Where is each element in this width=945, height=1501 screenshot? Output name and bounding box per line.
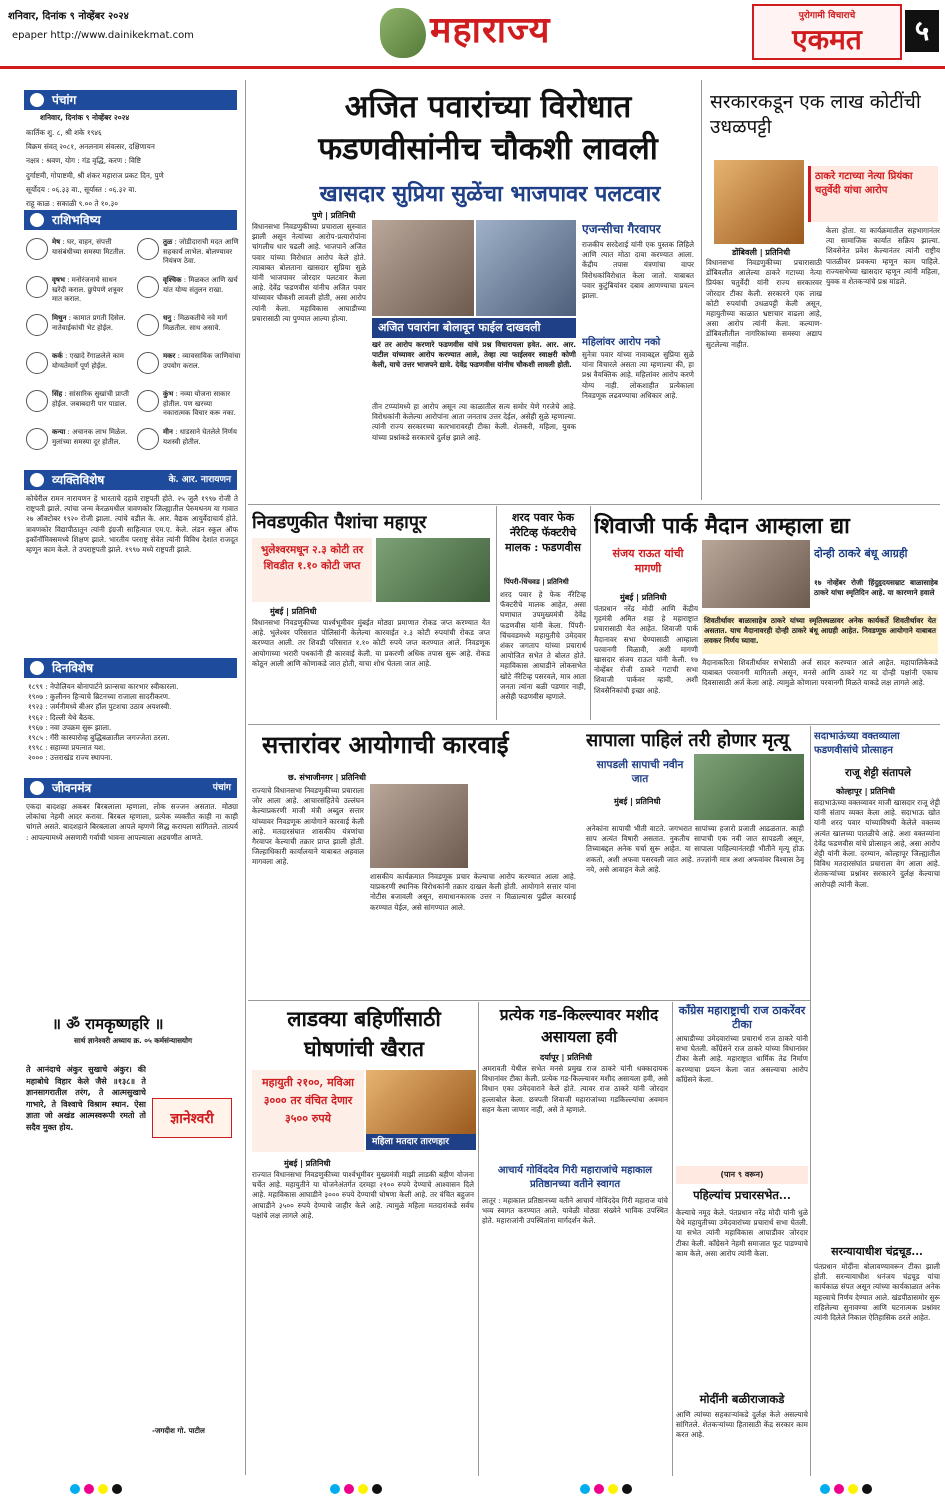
dinvishesh-item: १९६७ : नवा उपक्रम सुरू झाला. xyxy=(28,722,112,732)
ram-author: -जगदीश गो. पाटील xyxy=(152,1426,205,1435)
agency-title: एजन्सीचा गैरवापर xyxy=(582,222,661,236)
person-header xyxy=(24,470,237,490)
panchang-line: सूर्योदय : ०६.३३ वा., सूर्यास्त : ०६.३२ वा. xyxy=(26,184,137,194)
sattar-photo xyxy=(370,784,468,868)
agency-body: राजकीय सरदेशाई यांनी एक पुस्तक लिहिले आणि त्यात मोठा दावा करण्यात आला. केंद्रीय तपास यंत्रणांचा वापर विरोधकांविरोधात केला जातो. याबाबत पवार कुटुंबियांवर दबाव आणण्याचा प्रयत्न झाला. xyxy=(582,240,694,301)
column-divider xyxy=(496,506,497,720)
jeevan-icon xyxy=(30,781,44,795)
yellow-mark xyxy=(358,1484,368,1494)
gad-sub: आचार्य गोविंददेव गिरी महाराजांचे महाकाल प्रतिष्ठानच्या वतीने स्वागत xyxy=(497,1165,653,1190)
shivaji-body: पंतप्रधान नरेंद्र मोदी आणि केंद्रीय गृहमंत्री अमित शहा हे महाराष्ट्रात प्रचारासाठी येत आहेत. शिवाजी पार्क मैदानावर सभा घेण्यासाठी आम्हाला परवानगी मिळावी, अशी मागणी खासदार संजय राऊत यांनी केली. १७ नोव्हेंबर रोजी ठाकरे गटाची सभा शिवाजी पार्कवर व्हावी, अशी शिवसैनिकांची इच्छा आहे. xyxy=(594,604,698,695)
fake-body: शरद पवार हे फेक नॅरेटिव्ह फॅक्टरीचे मालक आहेत, असा घणाघात उपमुख्यमंत्री देवेंद्र फडणवीस यांनी केला. पिंपरी-चिंचवडमध्ये महायुतीचे उमेदवार शंकर जगताप यांच्या प्रचारार्थ आयोजित सभेत ते बोलत होते. महाविकास आघाडीने लोकसभेत खोटे नॅरेटिव्ह पसरवले, मात्र आता जनता त्यांना बळी पडणार नाही, असेही फडणवीस म्हणाले. xyxy=(500,590,586,702)
column-divider xyxy=(672,1002,673,1476)
dinvishesh-header xyxy=(24,658,237,678)
yellow-mark xyxy=(848,1484,858,1494)
person-text: कोचेरील रामन नारायणन हे भारताचे दहावे राष्ट्रपती होते. २५ जुलै १९९७ रोजी ते राष्ट्रपती झाले. त्यांचा जन्म केरळमधील त्रावणकोर जिल्ह्यातील पेरुमथनम या गावात २७ ऑक्टोबर १९२० रोजी झाला. त्यांचे वडील के. आर. वैद्यक आयुर्वेदाचार्य होते. त्रावणकोर विद्यापीठातून त्यांनी इंग्रजी साहित्यात एम.ए. केले. लंडन स्कूल ऑफ इकॉनॉमिक्समध्ये शिक्षण झाले. भारतीय परराष्ट्र सेवेत त्यांनी विविध देशांत राजदूत म्हणून काम केले. ते उपराष्ट्रपती झाले. १९९७ मध्ये राष्ट्रपती झाले. xyxy=(26,494,238,555)
right-top-dateline: डोंबिवली | प्रतिनिधी xyxy=(732,248,791,257)
dinvishesh-item: १९८५ : गॅरी कास्पारोव्ह बुद्धिबळातील जगज्जेता ठरला. xyxy=(28,733,170,743)
money-title: निवडणुकीत पैशांचा महापूर xyxy=(252,512,427,533)
column-divider xyxy=(810,726,811,1476)
person-title: व्यक्तिविशेष xyxy=(52,473,105,487)
section-title: महाराज्य xyxy=(430,9,551,51)
ram-sub: सार्थ ज्ञानेश्वरी अध्याय क्र. ०५ कर्मसंन्यासयोग xyxy=(73,1036,193,1045)
lead-body: विधानसभा निवडणुकीच्या प्रचाराला सुरुवात झाली असून नेत्यांच्या आरोप-प्रत्यारोपांना चांगलीच धार चढली आहे. भाजपाने अजित पवार यांच्या विरोधात आरोप केले होते. त्याबाबत बोलताना खासदार सुप्रिया सुळे यांनी भाजपावर जोरदार पलटवार केला आहे. देवेंद्र फडणवीस यांनीच अजित पवार यांच्यावर चौकशी लावली होती, असा आरोप त्यांनी केला. महाविकास आघाडीच्या प्रचारासाठी त्या पुण्यात आल्या होत्या. xyxy=(252,222,366,323)
rashi-title: राशिभविष्य xyxy=(52,213,101,227)
money-dateline: मुंबई | प्रतिनिधी xyxy=(270,607,317,616)
pisces-icon xyxy=(137,428,159,450)
cyan-mark xyxy=(330,1484,340,1494)
ayog-body: राज्याचे विधानसभा निवडणुकीच्या प्रचाराला जोर आला आहे. आचारसंहितेचे उल्लंघन केल्याप्रकरणी माजी मंत्री अब्दुल सत्तार यांच्यावर निवडणूक आयोगाने कारवाई केली आहे. मतदारसंघात शासकीय यंत्रणांचा गैरवापर केल्याची तक्रार प्राप्त झाली होती. जिल्हाधिकारी कार्यालयाने याबाबत अहवाल मागवला आहे. xyxy=(252,786,364,867)
right-top-label: ठाकरे गटाच्या नेत्या प्रियंका चतुर्वेदी यांचा आरोप xyxy=(815,171,913,196)
jeevan-sub: पंचांग xyxy=(212,783,231,793)
jeevan-title: जीवनमंत्र xyxy=(52,781,92,795)
cyan-mark xyxy=(70,1484,80,1494)
rashi-item: कर्क : एखादे रेंगाळलेले काम योग्यतेमार्गे पूर्ण होईल. xyxy=(26,352,130,371)
brand-logo xyxy=(752,4,902,60)
dinvishesh-list xyxy=(28,682,238,764)
shivaji-body-2: मैदानाकरिता शिवतीर्थावर सभेसाठी अर्ज सादर करण्यात आले आहेत. महापालिकेकडे याबाबत परवानगी मागितली असून, मनसे आणि ठाकरे गट या दोन्ही पक्षांनी एकाच दिवसासाठी अर्ज केला आहे. त्यामुळे कोणाला परवानगी मिळते याकडे लक्ष लागले आहे. xyxy=(702,658,938,688)
magenta-mark xyxy=(594,1484,604,1494)
sarnyay-title: सरन्यायाधीश चंद्रचूड... xyxy=(831,1245,923,1258)
cyan-mark xyxy=(820,1484,830,1494)
page-number: ५ xyxy=(905,10,939,52)
ladki-label-box xyxy=(252,1070,364,1152)
rashi-item: मीन : धाडसाने घेतलेले निर्णय यशस्वी होतील. xyxy=(137,428,241,447)
supriya-sule-photo xyxy=(372,220,474,316)
lead-caption: अजित पवारांना बोलावून फाईल दाखवली xyxy=(372,318,576,338)
lead-title-line: अजित पवारांच्या विरोधात xyxy=(344,89,632,125)
epaper-url[interactable]: epaper http://www.dainikekmat.com xyxy=(12,30,194,41)
black-mark xyxy=(112,1484,122,1494)
person-icon xyxy=(30,473,44,487)
black-mark xyxy=(862,1484,872,1494)
jeevan-header xyxy=(24,778,237,798)
shivaji-sidebar-body: १७ नोव्हेंबर रोजी हिंदुहृदयसम्राट बाळासाहेब ठाकरे यांचा स्मृतिदिन आहे. या कारणाने हवाले xyxy=(814,578,938,598)
ram-header: ॥ ॐ रामकृष्णहरि ॥ xyxy=(52,1015,164,1033)
capricorn-icon xyxy=(137,352,159,374)
taurus-icon xyxy=(26,276,48,298)
money-body: विधानसभा निवडणुकीच्या पार्श्वभूमीवर मुंबईत मोठ्या प्रमाणात रोकड जप्त करण्यात येत आहे. भुलेश्वर परिसरात पोलिसांनी केलेल्या कारवाईत २.३ कोटी रुपयांची रोकड जप्त करण्यात आली. तर शिवडी परिसरात १.१० कोटी रुपये जप्त करण्यात आले. निवडणूक आयोगाच्या भरारी पथकांनी ही कारवाई केली. या प्रकरणी अधिक तपास सुरू आहे. रोकड कोठून आली आणि कोणाकडे जात होती, याचा शोध घेतला जात आहे. xyxy=(252,618,490,668)
fake-title: शरद पवार फेक नॅरेटिव्ह फॅक्टरीचे मालक : फडणवीस xyxy=(505,511,581,554)
gad-dateline: दर्यापूर | प्रतिनिधी xyxy=(540,1053,592,1062)
scorpio-icon xyxy=(137,276,159,298)
congress-body: आघाडीच्या उमेदवारांच्या प्रचारार्थ राज ठाकरे यांनी सभा घेतली. काँग्रेसने राज ठाकरे यांच्या विधानांवर टीका केली आहे. महाराष्ट्रात धार्मिक तेढ निर्माण करण्याचा प्रयत्न केला जात असल्याचा आरोप काँग्रेसने केला. xyxy=(676,1034,808,1084)
column-divider xyxy=(590,506,591,720)
column-divider xyxy=(701,80,702,500)
ayog-dateline: छ. संभाजीनगर | प्रतिनिधी xyxy=(288,773,366,782)
magenta-mark xyxy=(344,1484,354,1494)
money-label-box xyxy=(252,538,372,602)
rashi-item: कुंभ : नव्या योजना साकार होतील. पण खरच्या नकारात्मक विचार करू नका. xyxy=(137,390,241,419)
raju-body: सदाभाऊंच्या वक्तव्यावर माजी खासदार राजू शेट्टी यांनी संताप व्यक्त केला आहे. सदाभाऊ खोत यांनी शरद पवार यांच्याविषयी केलेले वक्तव्य अत्यंत खालच्या पातळीचे आहे. अशा वक्तव्यांना देवेंद्र फडणवीस यांचे प्रोत्साहन आहे, असा आरोप शेट्टी यांनी केला. दरम्यान, कोल्हापूर जिल्ह्यातील विविध मतदारसंघांत प्रचाराला वेग आला आहे. शेतकऱ्यांच्या प्रश्नांवर सरकारने दुर्लक्ष केल्याचा आरोपही त्यांनी केला. xyxy=(814,798,940,889)
magenta-mark xyxy=(834,1484,844,1494)
panchang-header xyxy=(24,90,237,110)
dinvishesh-item: २००० : उत्तराखंड राज्य स्थापना. xyxy=(28,753,113,763)
column-divider xyxy=(478,1002,479,1476)
magenta-mark xyxy=(84,1484,94,1494)
calendar-icon xyxy=(30,661,44,675)
ayog-body-2: शासकीय कार्यक्रमात निवडणूक प्रचार केल्याचा आरोप करण्यात आला आहे. याप्रकरणी स्थानिक विरोधकांनी तक्रार दाखल केली होती. आयोगाने सत्तार यांना नोटीस बजावली असून, समाधानकारक उत्तर न मिळाल्यास पुढील कारवाई करण्यात येईल, असे सांगण्यात आले. xyxy=(370,872,576,912)
ladki-label: महायुती २१००, मविआ ३००० तर वंचित देणार ३५०० रुपये xyxy=(262,1076,354,1125)
dinvishesh-item: १९२३ : जर्मनीमध्ये बीअर हॉल पुटशचा उठाव अयशस्वी. xyxy=(28,702,172,712)
map-icon xyxy=(380,8,426,58)
sarnyay-body: पंतप्रधान मोदींना बोलावण्यावरून टीका झाली होती. सरन्यायाधीश धनंजय चंद्रचूड यांचा कार्यकाळ संपत असून त्यांच्या कार्यकाळात अनेक महत्त्वाचे निर्णय देण्यात आले. खंडपीठासमोर सुरू राहिलेल्या सुनावण्या आणि घटनात्मक प्रश्नांवर त्यांनी दिलेले निकाल ऐतिहासिक ठरले आहेत. xyxy=(814,1262,940,1323)
ladki-title: लाडक्या बहिणींसाठी घोषणांची खैरात xyxy=(287,1006,441,1061)
shivaji-box: शिवतीर्थावर बाळासाहेब ठाकरे यांच्या स्मृतिस्थळावर अनेक कार्यकर्ते शिवतीर्थावर येत असतात. याच मैदानावरही दोन्ही ठाकरे बंधू आग्रही आहेत. निवडणूक आयोगाने याबाबत लवकर निर्णय घ्यावा. xyxy=(702,614,938,654)
cash-photo xyxy=(376,538,490,602)
rashi-item: मेष : घर, वाहन, संपत्ती यासंबंधीच्या समस्या मिटतील. xyxy=(26,238,130,257)
lead-subtitle: खासदार सुप्रिया सुळेंचा भाजपावर पलटवार xyxy=(319,181,661,207)
row-divider xyxy=(248,724,940,725)
yellow-mark xyxy=(98,1484,108,1494)
rashi-item: मिथुन : कामात प्रगती दिसेल. नातेवाईकांची भेट होईल. xyxy=(26,314,130,333)
congress-title: काँग्रेस महाराष्ट्राची राज ठाकरेंवर टीका xyxy=(678,1004,806,1031)
snake-body: अनेकांना सापाची भीती वाटते. जगभरात सापांच्या हजारो प्रजाती आढळतात. काही साप अत्यंत विषारी असतात. नुकतीच सापाची एक नवी जात सापडली असून, तिच्याबद्दल अनेक चर्चा सुरू आहेत. या सापाला पाहिल्यानंतरही भीतीने मृत्यू होऊ शकतो, अशी अफवा पसरवली जात आहे. तज्ज्ञांनी मात्र अशा अफवांवर विश्वास ठेवू नये, असे आवाहन केले आहे. xyxy=(586,824,804,874)
pahilyanch-label: (पान ९ वरून) xyxy=(720,1170,764,1179)
lead-caption-body: खरं तर आरोप करणारे फडणवीस यांचे प्रश्न विचारायला हवेत. आर. आर. पाटील यांच्यावर आरोप करण्यात आले, तेव्हा त्या फाईलवर स्वाक्षरी कोणी केली, याचे उत्तर भाजपने द्यावे. देवेंद्र फडणवीस यांनीच चौकशी लावली होती. xyxy=(372,340,576,370)
aquarius-icon xyxy=(137,390,159,412)
panchang-title: पंचांग xyxy=(52,93,77,107)
virgo-icon xyxy=(26,428,48,450)
shivaji-sidebar-title: दोन्ही ठाकरे बंधू आग्रही xyxy=(814,547,908,560)
panchang-line: दुर्गाष्टमी, गोपाष्टमी, श्री शंकर महाराज प्रकट दिन, पुणे xyxy=(26,170,164,180)
rashi-item: मकर : व्यावसायिक जाणिवांचा उपयोग कराल. xyxy=(137,352,241,371)
lead-dateline: पुणे | प्रतिनिधी xyxy=(312,211,356,220)
thackeray-photo xyxy=(702,540,810,608)
gad-title: प्रत्येक गड-किल्ल्यावर मशीद असायला हवी xyxy=(499,1005,659,1046)
jeevan-text: एकदा बादशहा अकबर बिरबलाला म्हणाला, लोक सज्जन असतात. मोठ्या लोकांचा नेहमी आदर करावा. बिरबल म्हणाला, प्रत्येक व्यक्तीत काही ना काही चांगले असते. बादशहाने बिरबलाला आपले म्हणणे सिद्ध करायला सांगितले. तात्पर्य : आपल्यामध्ये असणारी गर्वाची भावना आपल्याला अडचणीत आणते. xyxy=(26,802,238,842)
women-photo xyxy=(366,1070,476,1134)
shivaji-label: संजय राऊत यांची मागणी xyxy=(612,547,684,575)
dinvishesh-item: १९९८ : सहाव्या प्रयत्नात यश. xyxy=(28,743,106,753)
agency-body-2: सुनेत्रा पवार यांच्या नावाबद्दल सुप्रिया सुळे यांना विचारले असता त्या म्हणाल्या की, हा प्रश्न वैयक्तिक आहे. महिलांवर आरोप करणे योग्य नाही. लोकशाहीत प्रत्येकाला निवडणूक लढवण्याचा अधिकार आहे. xyxy=(582,350,694,400)
dnyaneshwari-logo xyxy=(152,1098,232,1138)
issue-date: शनिवार, दिनांक ९ नोव्हेंबर २०२४ xyxy=(8,11,129,22)
black-mark xyxy=(622,1484,632,1494)
pahilyanch-body: केल्याचे नमूद केले. पंतप्रधान नरेंद्र मोदी यांनी धुळे येथे महायुतीच्या उमेदवारांच्या प्रचारार्थ सभा घेतली. या सभेत त्यांनी महाविकास आघाडीवर जोरदार टीका केली. काँग्रेसने नेहमी समाजात फूट पाडण्याचे काम केले, असा आरोप त्यांनी केला. xyxy=(676,1208,808,1258)
rashi-item: तुळ : जोडीदाराची मदत आणि सहकार्य लाभेल. बोलण्यावर नियंत्रण ठेवा. xyxy=(137,238,241,267)
lead-body-2: तीन टप्प्यांमध्ये हा आरोप असून त्या काळातील सत्य समोर येणे गरजेचे आहे. विरोधकांनी केलेल्या आरोपांना आता जनताच उत्तर देईल, असेही सुळे म्हणाल्या. त्यांनी राज्य सरकारच्या कारभारावरही टीका केली. शेतकरी, महिला, युवक यांच्या प्रश्नांकडे सरकारचे दुर्लक्ष झाले आहे. xyxy=(372,402,576,442)
fake-dateline: पिंपरी-चिंचवड | प्रतिनिधी xyxy=(504,578,569,586)
rashi-header xyxy=(24,210,237,230)
sidebar-divider xyxy=(245,80,246,1475)
right-top-title: सरकारकडून एक लाख कोटींची उधळपट्टी xyxy=(710,91,921,138)
right-top-body: विधानसभा निवडणुकीच्या प्रचारासाठी डोंबिवलीत आलेल्या ठाकरे गटाच्या नेत्या प्रियंका चतुर्वेदी यांनी राज्य सरकारवर जोरदार टीका केली. सरकारने एक लाख कोटी रुपयांची उधळपट्टी केली असून, महायुतीच्या काळात भ्रष्टाचार वाढला आहे, असा आरोप त्यांनी केला. कल्याण-डोंबिवलीतील नागरिकांच्या समस्या अद्याप सुटलेल्या नाहीत. xyxy=(706,258,822,349)
raju-title: सदाभाऊंच्या वक्तव्याला फडणवीसांचे प्रोत्साहन xyxy=(814,731,900,756)
raju-dateline: कोल्हापूर | प्रतिनिधी xyxy=(836,787,895,796)
person-name: के. आर. नारायणन xyxy=(168,475,231,485)
snake-photo xyxy=(694,754,804,820)
ayog-title: सत्तारांवर आयोगाची कारवाई xyxy=(262,730,509,759)
agency-sub: महिलांवर आरोप नको xyxy=(582,337,661,348)
dnyaneshwari-logo-text: ज्ञानेश्वरी xyxy=(170,1111,214,1127)
ladki-dateline: मुंबई | प्रतिनिधी xyxy=(284,1159,331,1168)
right-top-label-box xyxy=(808,166,938,222)
ladki-body: राज्यात विधानसभा निवडणुकीच्या पार्श्वभूमीवर मुख्यमंत्री माझी लाडकी बहीण योजना चर्चेत आहे. महायुतीने या योजनेअंतर्गत दरमहा २१०० रुपये देण्याचे आश्वासन दिले आहे. महाविकास आघाडीने ३००० रुपये देण्याची घोषणा केली आहे. तर वंचित बहुजन आघाडीने ३५०० रुपये देण्याचे जाहीर केले आहे. त्यामुळे महिला मतदारांकडे सर्वच पक्षांचे लक्ष लागले आहे. xyxy=(252,1170,474,1220)
row-divider xyxy=(248,504,940,505)
rashi-item: धनु : मिळकतीचे नवे मार्ग मिळतील. साथ असावे. xyxy=(137,314,241,333)
row-divider xyxy=(248,1000,810,1001)
fadnavis-photo xyxy=(476,220,576,316)
rashi-item: वृषभ : मनोरंजनाचे साधन खरेदी कराल. छुपेपणे शत्रूवर मात कराल. xyxy=(26,276,130,305)
dinvishesh-item: १८९९ : नेपोलियन बोनापार्टने फ्रान्सचा कारभार स्वीकारला. xyxy=(28,682,179,691)
gemini-icon xyxy=(26,314,48,336)
rashi-item: कन्या : अचानक लाभ मिळेल. मुलांच्या समस्या दूर होतील. xyxy=(26,428,130,447)
panchang-line: विक्रम संवत् २०८१, अनलनाम संवत्सर, दक्षिणायन xyxy=(26,142,155,152)
pahilyanch-label-box xyxy=(676,1166,808,1184)
libra-icon xyxy=(137,238,159,260)
lead-title xyxy=(258,86,718,170)
lead-title-line: फडणवीसांनीच चौकशी लावली xyxy=(318,131,658,167)
snake-title: सापाला पाहिलं तरी होणार मृत्यू xyxy=(586,730,789,751)
money-label: भुलेश्वरमधून २.३ कोटी तर शिवडीत १.१० कोटी जप्त xyxy=(260,544,364,572)
pahilyanch-body-2: आणि त्यांच्या सहकाऱ्यांकडे दुर्लक्ष केले असल्याचे सांगितले. शेतकऱ्यांच्या हितासाठी केंद्र सरकार काम करत आहे. xyxy=(676,1410,808,1440)
sagittarius-icon xyxy=(137,314,159,336)
right-top-body-2: केला होता. या कार्यक्रमातील सहभागानंतर त्या सामाजिक कार्यात सक्रिय झाल्या. शिवसेनेत प्रवेश केल्यानंतर त्यांनी राष्ट्रीय पातळीवर प्रवक्त्या म्हणून काम पाहिले. राज्यसभेच्या खासदार म्हणून त्यांनी महिला, युवक व शेतकऱ्यांचे प्रश्न मांडले. xyxy=(826,226,940,287)
black-mark xyxy=(372,1484,382,1494)
panchang-line: राहू काळ : सकाळी ९.०० ते १०.३० xyxy=(26,199,118,209)
panchang-line: कार्तिक शु. ८, श्री शके १९४६ xyxy=(26,128,102,137)
ram-text: ते आनंदाचे अंकुर सुखाचे अंकुर। की महाबोधे विहार केले जैसे ॥१३८॥ ते ज्ञानसागरातील तरंग, ते आत्मसुखाचे गाभारे, ते विश्वाचे विश्राम स्थान. ऐसा ज्ञाता जो अखंड आत्मस्वरूपी रमतो तो सदैव मुक्त होय. xyxy=(26,1065,146,1132)
shivaji-dateline: मुंबई | प्रतिनिधी xyxy=(620,593,667,602)
cancer-icon xyxy=(26,352,48,374)
leo-icon xyxy=(26,390,48,412)
rashi-icon xyxy=(30,213,44,227)
panchang-date: शनिवार, दिनांक ९ नोव्हेंबर २०२४ xyxy=(40,113,130,122)
panchang-icon xyxy=(30,93,44,107)
panchang-line: नक्षत्र : श्रवण, योग : गंड वृद्धि, करण : विष्टि xyxy=(26,156,141,166)
ladki-caption: महिला मतदार तारणहार xyxy=(366,1134,476,1150)
raju-label: राजू शेट्टी संतापले xyxy=(845,767,911,779)
dinvishesh-item: १९०७ : कुलीनन हिऱ्याचे ब्रिटनच्या राजाला सादरीकरण. xyxy=(28,692,171,702)
pahilyanch-sub: मोदींनी बळीराजाकडे xyxy=(699,1392,785,1406)
panchang-list xyxy=(26,128,238,213)
gad-body-2: लातूर : महाकाल प्रतिष्ठानच्या वतीने आचार्य गोविंददेव गिरी महाराज यांचे भव्य स्वागत करण्यात आले. यावेळी मोठ्या संख्येने भाविक उपस्थित होते. महाराजांनी उपस्थितांना मार्गदर्शन केले. xyxy=(482,1196,668,1226)
gad-body: अमरावती येथील सभेत मनसे प्रमुख राज ठाकरे यांनी धक्कादायक विधानांवर टीका केली. प्रत्येक गड-किल्ल्यावर मशीद असायला हवी, असे विधान एका उमेदवाराने केले होते. त्यावर राज ठाकरे यांनी जोरदार हल्लाबोल केला. छत्रपती शिवाजी महाराजांच्या गडकिल्ल्यांचा अवमान सहन केला जाणार नाही, असे ते म्हणाले. xyxy=(482,1064,668,1114)
rashi-item: वृश्चिक : मिळकत आणि खर्च यांत योग्य संतुलन राखा. xyxy=(137,276,241,295)
pahilyanch-title: पहिल्यांच प्रचारसभेत... xyxy=(693,1188,791,1202)
dinvishesh-item: १९६२ : दिल्ली येथे बैठक. xyxy=(28,712,96,722)
brand-tagline: पुरोगामी विचाराचे xyxy=(798,11,856,21)
priyanka-photo xyxy=(714,160,804,244)
rashi-item: सिंह : सांसारिक सुखांची प्राप्ती होईल. जबाबदारी पार पाडाल. xyxy=(26,390,130,409)
aries-icon xyxy=(26,238,48,260)
yellow-mark xyxy=(608,1484,618,1494)
cyan-mark xyxy=(580,1484,590,1494)
shivaji-title: शिवाजी पार्क मैदान आम्हाला द्या xyxy=(594,513,850,539)
brand-name: एकमत xyxy=(792,23,862,56)
dinvishesh-title: दिनविशेष xyxy=(52,661,94,675)
snake-dateline: मुंबई | प्रतिनिधी xyxy=(614,797,661,806)
masthead-divider xyxy=(0,66,945,69)
snake-label: सापडली सापाची नवीन जात xyxy=(596,759,684,785)
